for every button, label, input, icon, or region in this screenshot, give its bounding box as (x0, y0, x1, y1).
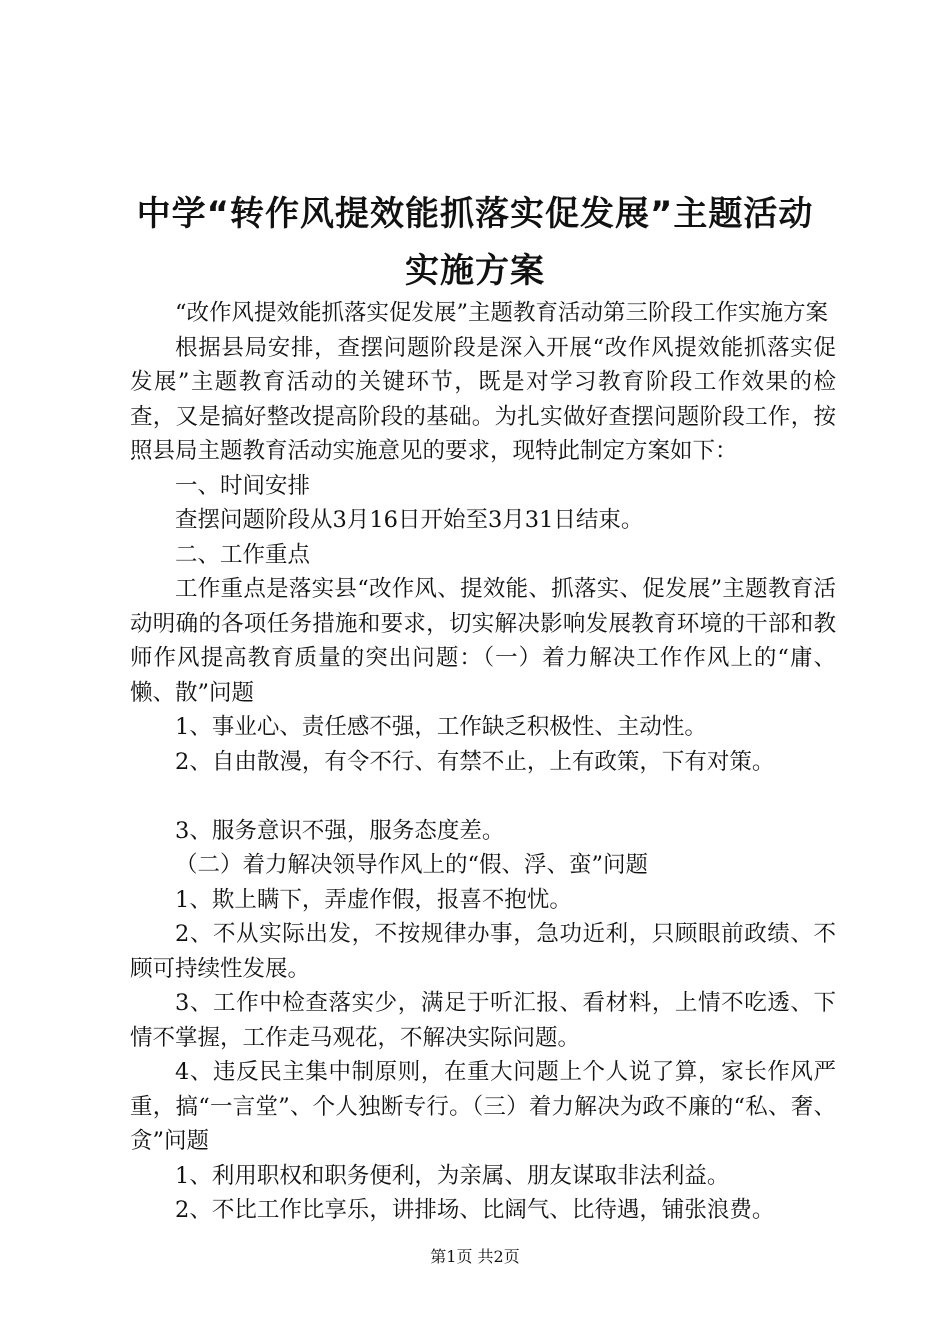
paragraph-schedule: 查摆问题阶段从3月16日开始至3月31日结束。 (175, 507, 644, 533)
page-footer: 第1页 共2页 (430, 1247, 520, 1266)
paragraph-subtitle: “改作风提效能抓落实促发展”主题教育活动第三阶段工作实施方案 (175, 300, 829, 326)
list-item: 3、工作中检查落实少，满足于听汇报、看材料，上情不吃透、下情不掌握，工作走马观花，不解决实际问题。 (130, 990, 836, 1051)
paragraph-intro: 根据县局安排，查摆问题阶段是深入开展“改作风提效能抓落实促发展”主题教育活动的关键环节，既是对学习教育阶段工作效果的检查，又是搞好整改提高阶段的基础。为扎实做好查摆问题阶段工作，按照县局主题教育活动实施意见的要求，现特此制定方案如下： (130, 334, 836, 464)
list-item: 2、不从实际出发，不按规律办事，急功近利，只顾眼前政绩、不顾可持续性发展。 (130, 921, 836, 982)
heading-focus: 二、工作重点 (175, 541, 311, 568)
list-item: 2、不比工作比享乐，讲排场、比阔气、比待遇，铺张浪费。 (175, 1197, 775, 1223)
list-item: 1、利用职权和职务便利，为亲属、朋友谋取非法利益。 (175, 1162, 730, 1189)
list-item: 3、服务意识不强，服务态度差。 (175, 817, 505, 844)
list-item: 4、违反民主集中制原则，在重大问题上个人说了算，家长作风严重，搞“一言堂”、个人独断专行。（三）着力解决为政不廉的“私、奢、贪”问题 (130, 1059, 836, 1154)
list-item: 2、自由散漫，有令不行、有禁不止，上有政策，下有对策。 (175, 748, 775, 775)
list-item: 1、事业心、责任感不强，工作缺乏积极性、主动性。 (175, 714, 707, 740)
document-body (130, 296, 836, 1228)
document-title-line1: 中学“转作风提效能抓落实促发展”主题活动 (136, 194, 814, 234)
paragraph-focus: 工作重点是落实县“改作风、提效能、抓落实、促发展”主题教育活动明确的各项任务措施和要求，切实解决影响发展教育环境的干部和教师作风提高教育质量的突出问题：（一）着力解决工作作风上的“庸、懒、散”问题 (130, 576, 836, 706)
document-title-line2: 实施方案 (405, 251, 545, 291)
heading-schedule: 一、时间安排 (175, 472, 311, 499)
list-item: 1、欺上瞒下，弄虚作假，报喜不抱忧。 (175, 886, 572, 913)
subheading-leadership: （二）着力解决领导作风上的“假、浮、蛮”问题 (175, 852, 649, 878)
